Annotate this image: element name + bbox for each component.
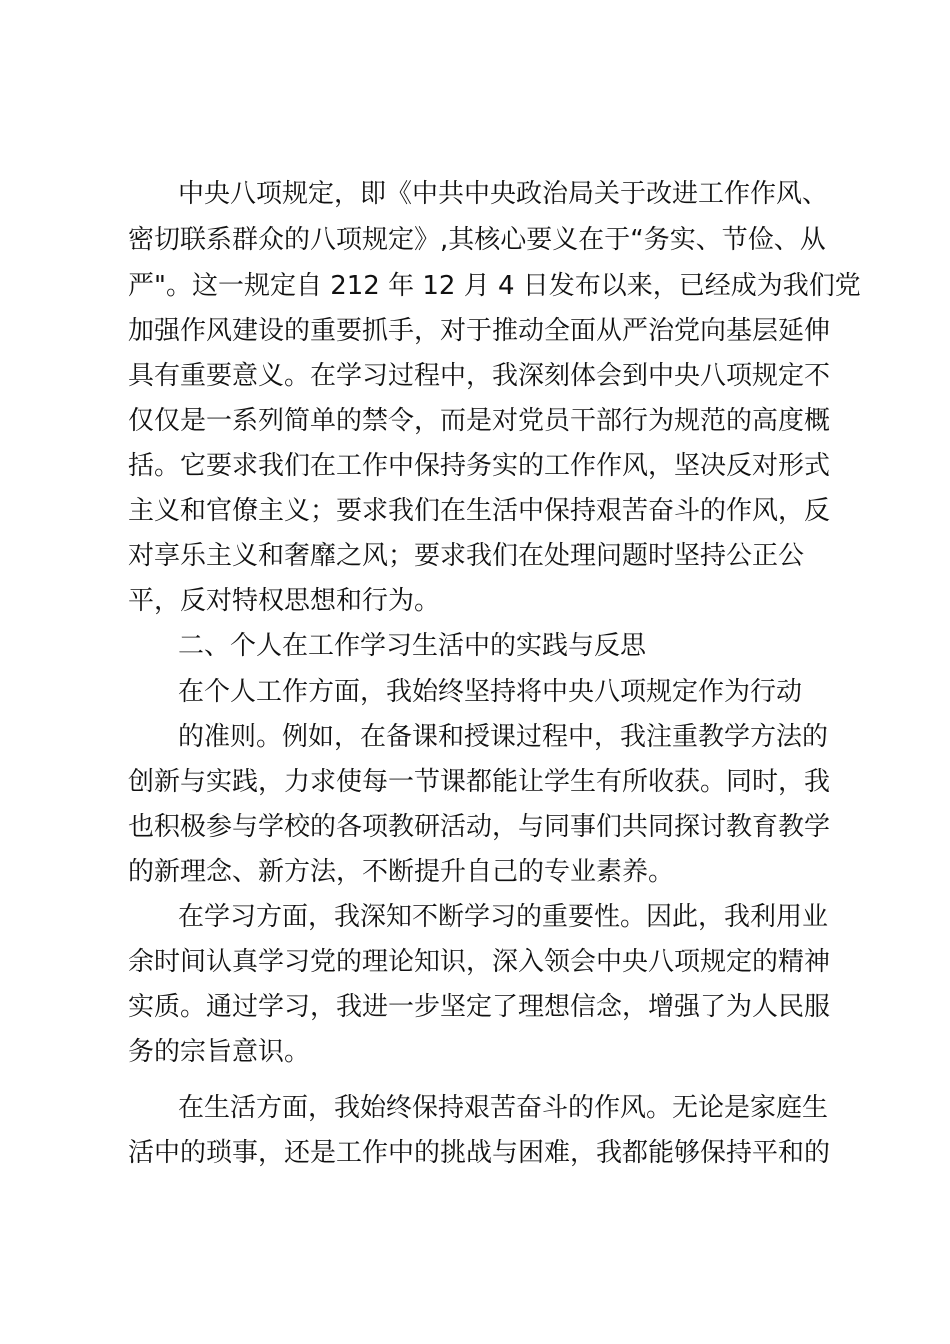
- text-line: 创新与实践，力求使每一节课都能让学生有所收获。同时，我: [128, 767, 831, 797]
- text-line: 实质。通过学习，我进一步坚定了理想信念，增强了为人民服: [128, 992, 831, 1022]
- text-line: 在学习方面，我深知不断学习的重要性。因此，我利用业: [178, 902, 829, 932]
- text-line: 具有重要意义。在学习过程中，我深刻体会到中央八项规定不: [128, 361, 831, 391]
- text-line: 余时间认真学习党的理论知识，深入领会中央八项规定的精神: [128, 947, 831, 977]
- text-line: 平，反对特权思想和行为。: [128, 586, 441, 616]
- text-line: 严"。这一规定自 212 年 12 月 4 日发布以来，已经成为我们党: [128, 271, 861, 301]
- text-line: 对享乐主义和奢靡之风；要求我们在处理问题时坚持公正公: [128, 541, 805, 571]
- text-line: 活中的琐事，还是工作中的挑战与困难，我都能够保持平和的: [128, 1138, 831, 1168]
- text-line: 密切联系群众的八项规定》,其核心要义在于“务实、节俭、从: [128, 225, 826, 255]
- section-heading: 二、个人在工作学习生活中的实践与反思: [178, 631, 647, 661]
- text-line: 在个人工作方面，我始终坚持将中央八项规定作为行动: [178, 677, 803, 707]
- text-line: 中央八项规定，即《中共中央政治局关于改进工作作风、: [178, 179, 829, 209]
- text-line: 主义和官僚主义；要求我们在生活中保持艰苦奋斗的作风，反: [128, 496, 831, 526]
- text-line: 的新理念、新方法，不断提升自己的专业素养。: [128, 857, 675, 887]
- text-line: 务的宗旨意识。: [128, 1037, 311, 1067]
- text-line: 括。它要求我们在工作中保持务实的工作作风，坚决反对形式: [128, 451, 831, 481]
- text-line: 加强作风建设的重要抓手，对于推动全面从严治党向基层延伸: [128, 316, 831, 346]
- text-line: 在生活方面，我始终保持艰苦奋斗的作风。无论是家庭生: [178, 1093, 829, 1123]
- text-line: 的准则。例如，在备课和授课过程中，我注重教学方法的: [178, 722, 829, 752]
- text-line: 仅仅是一系列简单的禁令，而是对党员干部行为规范的高度概: [128, 406, 831, 436]
- text-line: 也积极参与学校的各项教研活动，与同事们共同探讨教育教学: [128, 812, 831, 842]
